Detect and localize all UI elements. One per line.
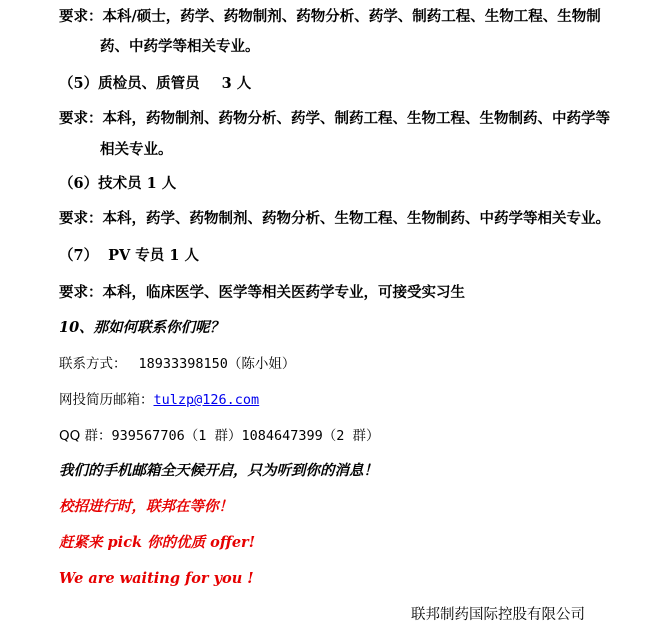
email-label: 网投简历邮箱： bbox=[59, 392, 154, 408]
requirement-text: 本科/硕士，药学、药物制剂、药物分析、药学、制药工程、生物工程、生物制 bbox=[102, 8, 601, 25]
requirement-line-continued bbox=[100, 37, 260, 57]
requirement-text: 本科，临床医学、医学等相关医药学专业，可接受实习生 bbox=[102, 284, 465, 301]
position-number: （5） bbox=[59, 75, 99, 92]
email-link[interactable]: tulzp@126.com bbox=[153, 392, 260, 408]
requirement-line bbox=[59, 283, 465, 303]
requirement-label: 要求： bbox=[59, 8, 103, 25]
position-count: 3 人 bbox=[221, 75, 252, 92]
company-signature: 联邦制药国际控股有限公司 bbox=[411, 607, 585, 623]
position-number: （7） bbox=[59, 247, 99, 264]
closing-line-3: 赶紧来 pick 你的优质 offer! bbox=[59, 534, 256, 551]
requirement-line bbox=[59, 7, 601, 27]
requirement-text: 本科，药物制剂、药物分析、药学、制药工程、生物工程、生物制药、中药学等 bbox=[102, 110, 610, 127]
requirement-line-continued bbox=[100, 140, 173, 160]
requirement-text: 本科，药学、药物制剂、药物分析、生物工程、生物制药、中药学等相关专业。 bbox=[102, 210, 610, 227]
position-title: 质检员、质管员 bbox=[98, 75, 200, 92]
closing-line-4: We are waiting for you ! bbox=[59, 570, 254, 587]
email-line bbox=[59, 390, 259, 410]
requirement-text: 相关专业。 bbox=[100, 141, 173, 158]
position-title: 技术员 1 人 bbox=[98, 175, 177, 192]
phone-value: 18933398150（陈小姐） bbox=[138, 356, 296, 372]
position-heading-7 bbox=[59, 246, 199, 266]
requirement-label: 要求： bbox=[59, 210, 103, 227]
position-title: PV 专员 1 人 bbox=[108, 247, 199, 264]
requirement-label: 要求： bbox=[59, 284, 103, 301]
qq-label: QQ 群： bbox=[59, 428, 112, 444]
closing-line-2: 校招进行时，联邦在等你！ bbox=[59, 498, 233, 515]
requirement-label: 要求： bbox=[59, 110, 103, 127]
phone-label: 联系方式： bbox=[59, 356, 127, 372]
position-number: （6） bbox=[59, 175, 99, 192]
requirement-text: 药、中药学等相关专业。 bbox=[100, 38, 260, 55]
closing-line-1: 我们的手机邮箱全天候开启，只为听到你的消息！ bbox=[59, 462, 378, 479]
qq-line bbox=[59, 426, 379, 446]
qq-value: 939567706（1 群）1084647399（2 群） bbox=[111, 428, 380, 444]
contact-heading: 10、那如何联系你们呢？ bbox=[59, 319, 225, 336]
position-heading-5 bbox=[59, 74, 251, 94]
requirement-line bbox=[59, 209, 610, 229]
phone-line bbox=[59, 354, 295, 374]
position-heading-6 bbox=[59, 174, 176, 194]
requirement-line bbox=[59, 109, 610, 129]
